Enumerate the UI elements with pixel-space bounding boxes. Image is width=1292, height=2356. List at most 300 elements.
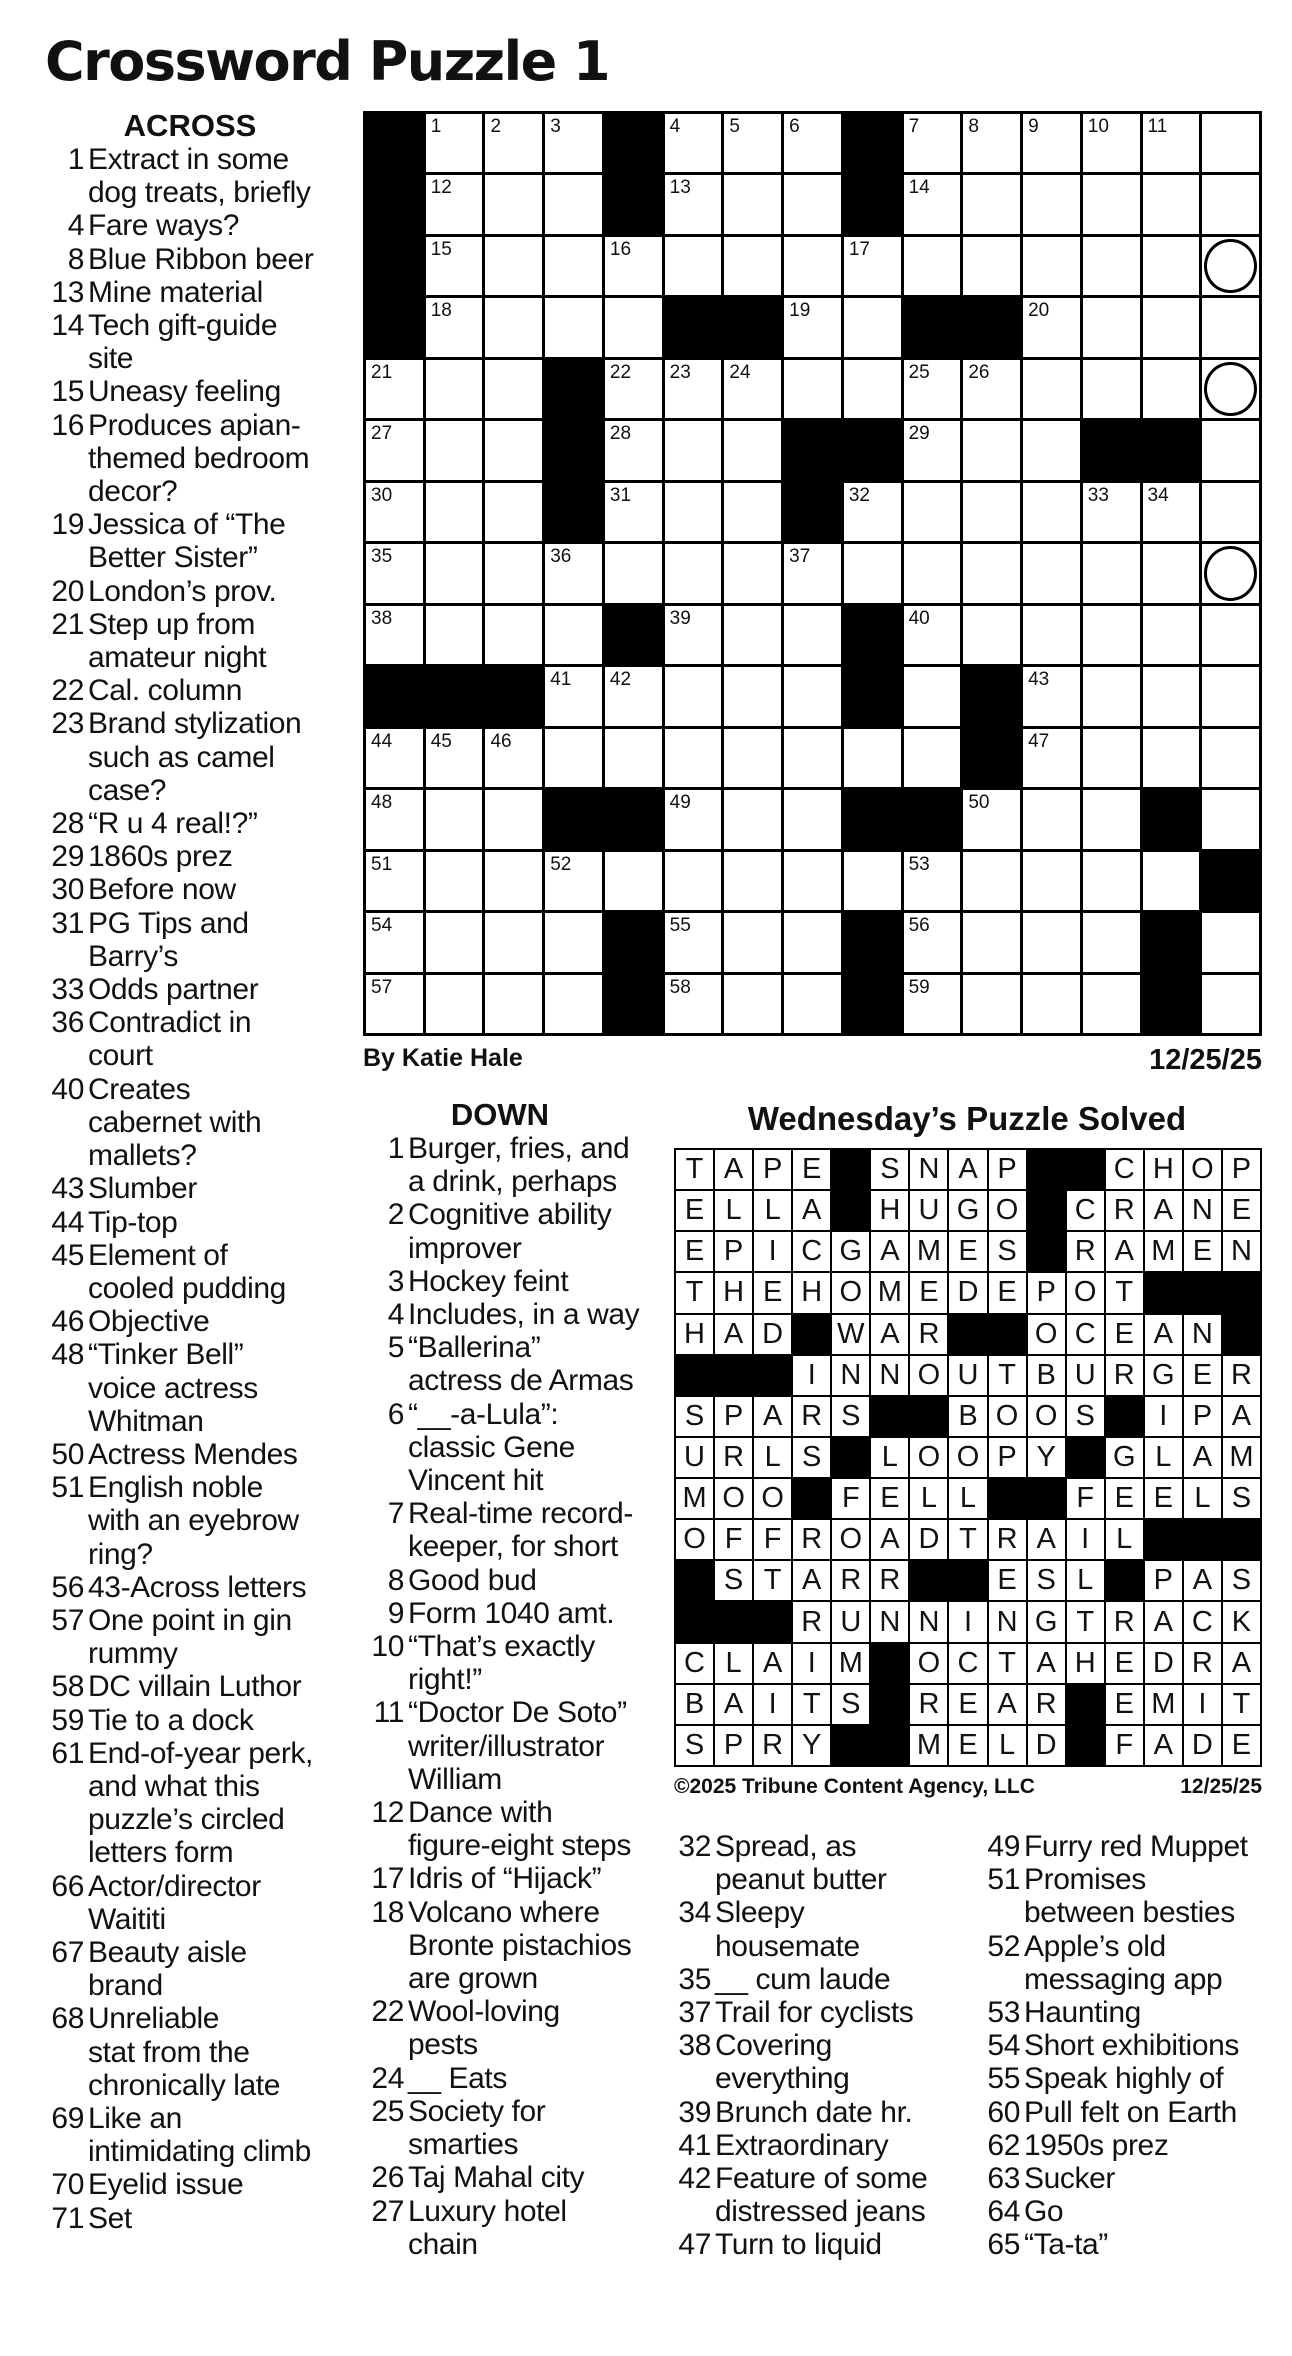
grid-cell[interactable] xyxy=(844,360,901,418)
grid-cell[interactable] xyxy=(545,606,602,664)
grid-cell[interactable] xyxy=(1143,360,1200,418)
grid-cell[interactable] xyxy=(366,852,423,910)
clue-across-45[interactable] xyxy=(44,1239,364,1305)
grid-cell[interactable] xyxy=(426,483,483,541)
clue-down-col3-54[interactable] xyxy=(980,2029,1290,2062)
grid-cell[interactable] xyxy=(426,606,483,664)
grid-cell[interactable] xyxy=(784,667,841,725)
grid-cell[interactable] xyxy=(784,606,841,664)
clue-across-56[interactable] xyxy=(44,1571,364,1604)
clue-across-61[interactable] xyxy=(44,1737,364,1870)
grid-cell[interactable] xyxy=(605,237,662,295)
grid-cell[interactable] xyxy=(545,298,602,356)
clue-number: 6 xyxy=(387,1397,404,1431)
grid-cell[interactable] xyxy=(366,421,423,479)
clue-down-col3-49[interactable] xyxy=(980,1830,1290,1863)
grid-cell[interactable] xyxy=(366,544,423,602)
grid-cell[interactable] xyxy=(963,975,1020,1033)
grid-cell[interactable] xyxy=(1083,606,1140,664)
grid-cell[interactable] xyxy=(1202,114,1259,172)
solution-letter: A xyxy=(1231,1646,1252,1679)
grid-cell[interactable] xyxy=(1202,175,1259,233)
clue-across-4[interactable] xyxy=(44,209,364,242)
grid-cell[interactable] xyxy=(1083,544,1140,602)
clue-down-col1-25[interactable] xyxy=(364,2095,649,2161)
clue-across-29[interactable] xyxy=(44,840,364,873)
grid-cell[interactable] xyxy=(1083,298,1140,356)
grid-cell[interactable] xyxy=(1143,483,1200,541)
clue-across-31[interactable] xyxy=(44,907,364,973)
grid-cell[interactable] xyxy=(545,667,602,725)
grid-cell[interactable] xyxy=(1143,667,1200,725)
grid-cell[interactable] xyxy=(963,237,1020,295)
grid-cell[interactable] xyxy=(1202,913,1259,971)
clue-across-44[interactable] xyxy=(44,1206,364,1239)
grid-cell[interactable] xyxy=(724,913,781,971)
grid-cell[interactable] xyxy=(844,852,901,910)
grid-cell[interactable] xyxy=(426,544,483,602)
grid-cell[interactable] xyxy=(724,360,781,418)
grid-cell[interactable] xyxy=(545,975,602,1033)
grid-cell[interactable] xyxy=(1023,667,1080,725)
grid-cell[interactable] xyxy=(784,790,841,848)
clue-down-col3-65[interactable] xyxy=(980,2228,1290,2261)
grid-cell[interactable] xyxy=(366,606,423,664)
grid-cell[interactable] xyxy=(1202,360,1259,418)
solution-letter: E xyxy=(802,1153,822,1186)
grid-cell[interactable] xyxy=(1083,913,1140,971)
grid-cell[interactable] xyxy=(665,729,722,787)
grid-cell[interactable] xyxy=(784,913,841,971)
grid-cell[interactable] xyxy=(426,114,483,172)
grid-cell[interactable] xyxy=(1083,729,1140,787)
clue-across-20[interactable] xyxy=(44,575,364,608)
grid-cell[interactable] xyxy=(545,237,602,295)
clue-across-1[interactable] xyxy=(44,143,364,209)
grid-cell[interactable] xyxy=(1023,606,1080,664)
grid-cell[interactable] xyxy=(545,544,602,602)
grid-cell[interactable] xyxy=(665,360,722,418)
puzzle-grid[interactable] xyxy=(363,111,1262,1036)
clue-across-22[interactable] xyxy=(44,674,364,707)
grid-cell[interactable] xyxy=(724,544,781,602)
clue-down-col3-53[interactable] xyxy=(980,1996,1290,2029)
solution-letter: O xyxy=(995,1399,1019,1432)
clue-across-13[interactable] xyxy=(44,276,364,309)
grid-cell[interactable] xyxy=(665,544,722,602)
grid-cell[interactable] xyxy=(1023,544,1080,602)
grid-cell[interactable] xyxy=(1202,975,1259,1033)
grid-cell[interactable] xyxy=(904,667,961,725)
grid-cell[interactable] xyxy=(1083,360,1140,418)
grid-cell[interactable] xyxy=(426,175,483,233)
grid-cell[interactable] xyxy=(1023,237,1080,295)
grid-cell[interactable] xyxy=(724,483,781,541)
cell-number: 6 xyxy=(789,116,800,137)
grid-cell[interactable] xyxy=(784,175,841,233)
grid-cell[interactable] xyxy=(605,544,662,602)
clue-down-col3-55[interactable] xyxy=(980,2062,1290,2095)
grid-cell[interactable] xyxy=(844,544,901,602)
solution-letter: B xyxy=(1036,1358,1056,1391)
solution-letter: I xyxy=(768,1235,777,1268)
grid-cell[interactable] xyxy=(665,114,722,172)
clue-across-57[interactable] xyxy=(44,1604,364,1670)
grid-cell[interactable] xyxy=(724,852,781,910)
clue-across-16[interactable] xyxy=(44,409,364,509)
clue-down-col2-35[interactable] xyxy=(671,1963,961,1996)
grid-cell[interactable] xyxy=(1083,175,1140,233)
grid-cell[interactable] xyxy=(485,544,542,602)
grid-cell[interactable] xyxy=(485,298,542,356)
grid-cell[interactable] xyxy=(1202,667,1259,725)
grid-cell[interactable] xyxy=(1143,606,1200,664)
grid-cell[interactable] xyxy=(1143,852,1200,910)
clue-down-col1-22[interactable] xyxy=(364,1995,649,2061)
grid-cell[interactable] xyxy=(1023,114,1080,172)
grid-cell[interactable] xyxy=(485,975,542,1033)
grid-cell[interactable] xyxy=(784,360,841,418)
grid-cell[interactable] xyxy=(665,913,722,971)
grid-cell[interactable] xyxy=(904,421,961,479)
grid-cell[interactable] xyxy=(1202,606,1259,664)
grid-cell[interactable] xyxy=(963,852,1020,910)
clue-text-line: Brand stylization xyxy=(88,707,302,741)
grid-cell[interactable] xyxy=(665,852,722,910)
clue-down-col3-60[interactable] xyxy=(980,2096,1290,2129)
grid-cell[interactable] xyxy=(963,114,1020,172)
grid-cell[interactable] xyxy=(485,360,542,418)
grid-cell[interactable] xyxy=(545,175,602,233)
grid-cell[interactable] xyxy=(1202,790,1259,848)
clue-down-col3-64[interactable] xyxy=(980,2195,1290,2228)
clue-down-col1-4[interactable] xyxy=(364,1298,649,1331)
grid-cell[interactable] xyxy=(426,360,483,418)
clue-across-51[interactable] xyxy=(44,1471,364,1571)
grid-cell[interactable] xyxy=(485,852,542,910)
grid-cell[interactable] xyxy=(545,729,602,787)
grid-cell[interactable] xyxy=(724,790,781,848)
grid-cell[interactable] xyxy=(366,729,423,787)
grid-cell[interactable] xyxy=(724,606,781,664)
clue-down-col1-8[interactable] xyxy=(364,1564,649,1597)
grid-cell[interactable] xyxy=(665,790,722,848)
clue-across-14[interactable] xyxy=(44,309,364,375)
grid-cell[interactable] xyxy=(724,175,781,233)
grid-cell[interactable] xyxy=(605,421,662,479)
grid-cell[interactable] xyxy=(1202,544,1259,602)
clue-down-col1-18[interactable] xyxy=(364,1896,649,1996)
grid-cell[interactable] xyxy=(784,852,841,910)
clue-number: 25 xyxy=(371,2094,404,2128)
grid-cell[interactable] xyxy=(426,975,483,1033)
clue-number: 19 xyxy=(51,508,84,542)
grid-cell[interactable] xyxy=(366,790,423,848)
grid-cell[interactable] xyxy=(904,237,961,295)
clue-across-50[interactable] xyxy=(44,1438,364,1471)
grid-cell[interactable] xyxy=(1202,729,1259,787)
grid-cell[interactable] xyxy=(724,975,781,1033)
grid-cell[interactable] xyxy=(605,852,662,910)
grid-cell[interactable] xyxy=(485,175,542,233)
grid-cell[interactable] xyxy=(963,483,1020,541)
clue-down-col2-47[interactable] xyxy=(671,2228,961,2261)
grid-cell[interactable] xyxy=(904,606,961,664)
grid-cell[interactable] xyxy=(904,852,961,910)
grid-cell[interactable] xyxy=(844,483,901,541)
clue-down-col1-9[interactable] xyxy=(364,1597,649,1630)
clue-number: 55 xyxy=(987,2062,1020,2096)
grid-cell[interactable] xyxy=(1023,975,1080,1033)
clue-across-19[interactable] xyxy=(44,508,364,574)
clue-across-30[interactable] xyxy=(44,873,364,906)
clue-down-col1-10[interactable] xyxy=(364,1630,649,1696)
clue-across-46[interactable] xyxy=(44,1305,364,1338)
grid-cell[interactable] xyxy=(485,606,542,664)
grid-cell[interactable] xyxy=(963,913,1020,971)
clue-across-43[interactable] xyxy=(44,1172,364,1205)
grid-cell[interactable] xyxy=(1143,175,1200,233)
grid-cell[interactable] xyxy=(963,544,1020,602)
clue-across-69[interactable] xyxy=(44,2102,364,2168)
grid-cell[interactable] xyxy=(485,237,542,295)
grid-cell[interactable] xyxy=(545,852,602,910)
grid-cell[interactable] xyxy=(485,790,542,848)
clue-down-col2-37[interactable] xyxy=(671,1996,961,2029)
grid-cell[interactable] xyxy=(485,421,542,479)
grid-cell[interactable] xyxy=(844,298,901,356)
grid-cell[interactable] xyxy=(605,360,662,418)
grid-cell[interactable] xyxy=(605,483,662,541)
grid-cell[interactable] xyxy=(1083,667,1140,725)
clue-text-line: “__-a-Lula”: xyxy=(408,1397,559,1431)
clue-across-59[interactable] xyxy=(44,1704,364,1737)
grid-cell[interactable] xyxy=(426,852,483,910)
grid-cell[interactable] xyxy=(426,298,483,356)
clue-across-48[interactable] xyxy=(44,1338,364,1438)
clue-down-col3-62[interactable] xyxy=(980,2129,1290,2162)
clue-across-8[interactable] xyxy=(44,243,364,276)
grid-cell[interactable] xyxy=(1083,975,1140,1033)
grid-cell[interactable] xyxy=(1023,483,1080,541)
clue-across-36[interactable] xyxy=(44,1006,364,1072)
grid-cell[interactable] xyxy=(426,790,483,848)
grid-cell[interactable] xyxy=(1023,729,1080,787)
grid-cell[interactable] xyxy=(665,237,722,295)
solution-cell xyxy=(1106,1479,1143,1518)
clue-text-line: between besties xyxy=(1024,1896,1235,1930)
grid-cell[interactable] xyxy=(366,975,423,1033)
clue-down-col3-51[interactable] xyxy=(980,1863,1290,1929)
grid-cell[interactable] xyxy=(1143,114,1200,172)
grid-cell[interactable] xyxy=(724,667,781,725)
grid-cell[interactable] xyxy=(844,237,901,295)
clue-across-21[interactable] xyxy=(44,608,364,674)
clue-down-col2-42[interactable] xyxy=(671,2162,961,2228)
grid-cell[interactable] xyxy=(1083,114,1140,172)
solution-black-square xyxy=(832,1438,872,1480)
grid-cell[interactable] xyxy=(1023,175,1080,233)
grid-cell[interactable] xyxy=(1083,790,1140,848)
clue-down-col1-24[interactable] xyxy=(364,2062,649,2095)
clue-down-col1-11[interactable] xyxy=(364,1696,649,1796)
grid-cell[interactable] xyxy=(1202,237,1259,295)
solution-cell xyxy=(1184,1561,1221,1600)
grid-cell[interactable] xyxy=(724,421,781,479)
grid-cell[interactable] xyxy=(1023,298,1080,356)
grid-cell[interactable] xyxy=(1143,544,1200,602)
grid-cell[interactable] xyxy=(784,975,841,1033)
solution-letter: H xyxy=(1074,1646,1096,1679)
clue-down-col1-1[interactable] xyxy=(364,1132,649,1198)
grid-cell[interactable] xyxy=(1023,360,1080,418)
clue-across-67[interactable] xyxy=(44,1936,364,2002)
clue-across-68[interactable] xyxy=(44,2002,364,2102)
grid-cell[interactable] xyxy=(545,114,602,172)
clue-across-23[interactable] xyxy=(44,707,364,807)
grid-cell[interactable] xyxy=(724,729,781,787)
clue-down-col1-17[interactable] xyxy=(364,1862,649,1895)
solution-cell xyxy=(1028,1561,1065,1600)
grid-cell[interactable] xyxy=(426,729,483,787)
clue-across-15[interactable] xyxy=(44,375,364,408)
clue-down-col2-39[interactable] xyxy=(671,2096,961,2129)
grid-cell[interactable] xyxy=(426,237,483,295)
grid-cell[interactable] xyxy=(485,913,542,971)
clue-number: 34 xyxy=(678,1896,711,1930)
grid-cell[interactable] xyxy=(1143,298,1200,356)
grid-cell[interactable] xyxy=(1023,790,1080,848)
clue-number: 3 xyxy=(387,1264,404,1298)
grid-cell[interactable] xyxy=(366,360,423,418)
clue-text-line: Contradict in xyxy=(88,1006,252,1040)
black-square xyxy=(485,667,545,729)
grid-cell[interactable] xyxy=(426,913,483,971)
black-square xyxy=(605,606,665,668)
clue-down-col1-2[interactable] xyxy=(364,1198,649,1264)
grid-cell[interactable] xyxy=(485,729,542,787)
clue-down-col1-7[interactable] xyxy=(364,1497,649,1563)
solution-cell xyxy=(910,1150,947,1189)
grid-cell[interactable] xyxy=(904,360,961,418)
solution-cell xyxy=(1028,1520,1065,1559)
clue-across-58[interactable] xyxy=(44,1670,364,1703)
grid-cell[interactable] xyxy=(366,483,423,541)
grid-cell[interactable] xyxy=(426,421,483,479)
grid-cell[interactable] xyxy=(1202,298,1259,356)
grid-cell[interactable] xyxy=(784,729,841,787)
solution-cell xyxy=(832,1356,869,1395)
clue-across-33[interactable] xyxy=(44,973,364,1006)
grid-cell[interactable] xyxy=(1083,483,1140,541)
grid-cell[interactable] xyxy=(904,975,961,1033)
grid-cell[interactable] xyxy=(665,975,722,1033)
clue-text-line: One point in gin xyxy=(88,1603,292,1637)
clue-down-col1-26[interactable] xyxy=(364,2161,649,2194)
grid-cell[interactable] xyxy=(605,729,662,787)
grid-cell[interactable] xyxy=(784,114,841,172)
clue-number: 26 xyxy=(371,2161,404,2195)
solution-letter: E xyxy=(1231,1194,1252,1227)
clue-down-col1-6[interactable] xyxy=(364,1398,649,1498)
grid-cell[interactable] xyxy=(605,298,662,356)
clue-across-40[interactable] xyxy=(44,1073,364,1173)
grid-cell[interactable] xyxy=(904,114,961,172)
grid-cell[interactable] xyxy=(1023,421,1080,479)
solution-cell xyxy=(1223,1438,1260,1477)
grid-cell[interactable] xyxy=(904,913,961,971)
grid-cell[interactable] xyxy=(665,175,722,233)
clue-down-col1-5[interactable] xyxy=(364,1331,649,1397)
grid-cell[interactable] xyxy=(963,790,1020,848)
clue-down-col2-41[interactable] xyxy=(671,2129,961,2162)
clue-down-col1-27[interactable] xyxy=(364,2195,649,2261)
grid-cell[interactable] xyxy=(605,667,662,725)
clue-down-col2-34[interactable] xyxy=(671,1896,961,1962)
grid-cell[interactable] xyxy=(1143,729,1200,787)
clue-down-col2-38[interactable] xyxy=(671,2029,961,2095)
grid-cell[interactable] xyxy=(963,421,1020,479)
clue-across-71[interactable] xyxy=(44,2202,364,2235)
grid-cell[interactable] xyxy=(665,483,722,541)
black-square xyxy=(904,298,964,360)
solution-cell xyxy=(1028,1315,1065,1354)
grid-cell[interactable] xyxy=(904,483,961,541)
grid-cell[interactable] xyxy=(963,175,1020,233)
clue-across-28[interactable] xyxy=(44,807,364,840)
grid-cell[interactable] xyxy=(1023,913,1080,971)
grid-cell[interactable] xyxy=(784,298,841,356)
grid-cell[interactable] xyxy=(904,544,961,602)
grid-cell[interactable] xyxy=(904,729,961,787)
grid-cell[interactable] xyxy=(665,667,722,725)
grid-cell[interactable] xyxy=(1083,237,1140,295)
grid-cell[interactable] xyxy=(1023,852,1080,910)
grid-cell[interactable] xyxy=(665,421,722,479)
grid-cell[interactable] xyxy=(784,544,841,602)
grid-cell[interactable] xyxy=(1143,237,1200,295)
grid-cell[interactable] xyxy=(485,114,542,172)
clue-down-col1-12[interactable] xyxy=(364,1796,649,1862)
clue-down-col3-52[interactable] xyxy=(980,1930,1290,1996)
clue-down-col2-32[interactable] xyxy=(671,1830,961,1896)
grid-cell[interactable] xyxy=(1083,852,1140,910)
grid-cell[interactable] xyxy=(724,114,781,172)
solution-letter: H xyxy=(684,1317,705,1350)
clue-down-col3-63[interactable] xyxy=(980,2162,1290,2195)
grid-cell[interactable] xyxy=(963,606,1020,664)
grid-cell[interactable] xyxy=(485,483,542,541)
grid-cell[interactable] xyxy=(665,606,722,664)
clue-across-70[interactable] xyxy=(44,2168,364,2201)
grid-cell[interactable] xyxy=(844,729,901,787)
grid-cell[interactable] xyxy=(1202,421,1259,479)
solution-letter: L xyxy=(1116,1523,1133,1556)
clue-across-66[interactable] xyxy=(44,1870,364,1936)
solution-black-square xyxy=(910,1397,950,1439)
clue-down-col1-3[interactable] xyxy=(364,1265,649,1298)
clue-text-line: PG Tips and xyxy=(88,906,249,940)
grid-cell[interactable] xyxy=(904,175,961,233)
grid-cell[interactable] xyxy=(1202,483,1259,541)
solution-letter: H xyxy=(801,1276,823,1309)
grid-cell[interactable] xyxy=(366,913,423,971)
grid-cell[interactable] xyxy=(724,237,781,295)
grid-cell[interactable] xyxy=(963,360,1020,418)
grid-cell[interactable] xyxy=(545,913,602,971)
grid-cell[interactable] xyxy=(784,237,841,295)
black-square xyxy=(844,790,904,852)
